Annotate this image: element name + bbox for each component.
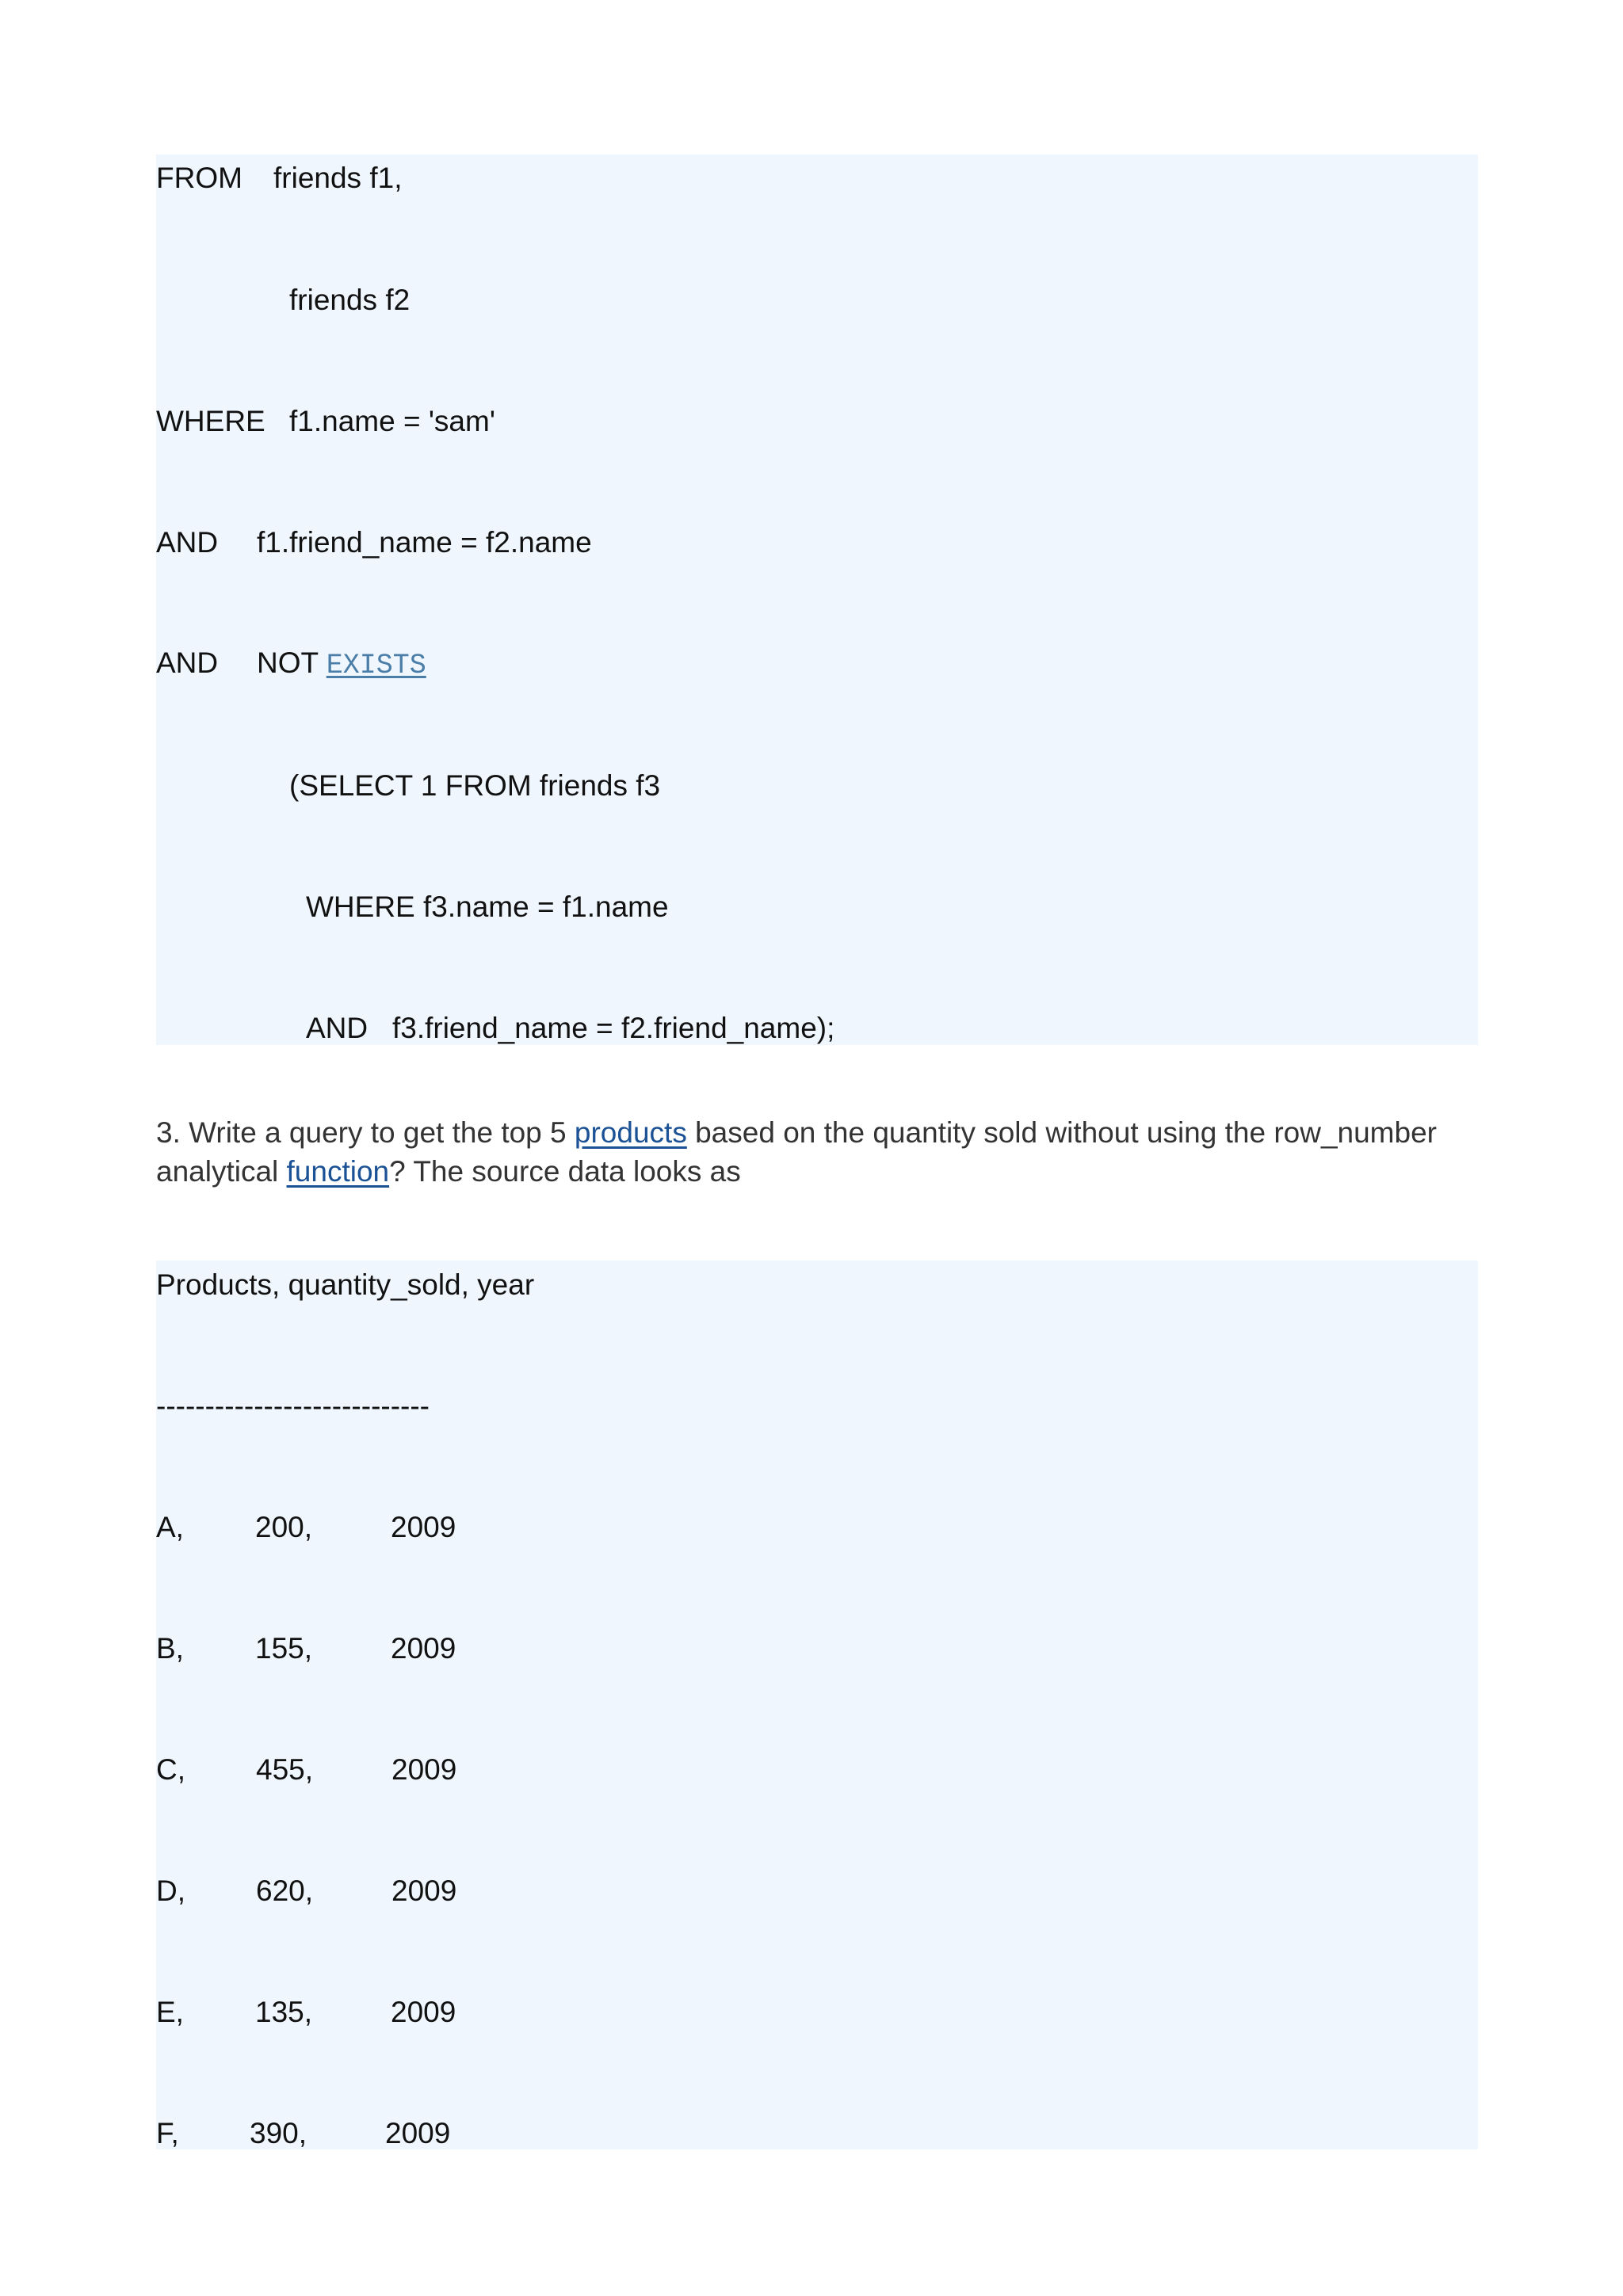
code-line-text <box>257 648 426 681</box>
data-year: 2009 <box>391 1875 457 1907</box>
data-qty: 200, <box>255 1511 313 1543</box>
data-product: C, <box>156 1753 185 1786</box>
code-line-text: friends f1, <box>273 162 403 194</box>
sql-code-block <box>156 154 1478 1045</box>
code-line-text: WHERE f3.name = f1.name <box>306 891 669 923</box>
question-text: 3. Write a query to get the top 5 <box>156 1116 575 1149</box>
code-not-text: NOT <box>257 646 327 679</box>
data-separator: ---------------------------- <box>156 1390 430 1422</box>
data-product: B, <box>156 1632 184 1665</box>
data-qty: 135, <box>255 1996 313 2028</box>
exists-link[interactable]: EXISTS <box>326 650 426 681</box>
data-product: F, <box>156 2117 179 2149</box>
code-keyword-and: AND <box>156 526 219 559</box>
code-line-text: AND f3.friend_name = f2.friend_name); <box>306 1012 835 1044</box>
data-year: 2009 <box>391 1632 456 1665</box>
data-qty: 155, <box>255 1632 313 1665</box>
data-header: Products, quantity_sold, year <box>156 1268 535 1301</box>
code-keyword-where: WHERE <box>156 405 265 437</box>
data-product: D, <box>156 1875 185 1907</box>
products-link[interactable]: products <box>574 1116 687 1149</box>
data-qty: 620, <box>256 1875 314 1907</box>
code-keyword-from: FROM <box>156 162 242 194</box>
question-text: based on the quantity sold without using the row_number analytical <box>156 1116 1437 1188</box>
code-line-text: (SELECT 1 FROM friends f3 <box>289 769 661 802</box>
data-year: 2009 <box>385 2117 451 2149</box>
data-product: A, <box>156 1511 184 1543</box>
data-product: E, <box>156 1996 184 2028</box>
data-year: 2009 <box>391 1753 457 1786</box>
source-data-block <box>156 1261 1478 2149</box>
data-qty: 390, <box>250 2117 307 2149</box>
data-year: 2009 <box>391 1996 456 2028</box>
code-keyword-and: AND <box>156 646 219 679</box>
question-text: ? The source data looks as <box>389 1155 741 1188</box>
code-line-text: f1.name = 'sam' <box>289 405 495 437</box>
question-paragraph <box>156 1113 1478 1191</box>
code-line-text: f1.friend_name = f2.name <box>257 526 592 559</box>
function-link[interactable]: function <box>286 1155 390 1188</box>
code-line-text: friends f2 <box>289 284 411 316</box>
data-qty: 455, <box>256 1753 314 1786</box>
data-year: 2009 <box>391 1511 456 1543</box>
